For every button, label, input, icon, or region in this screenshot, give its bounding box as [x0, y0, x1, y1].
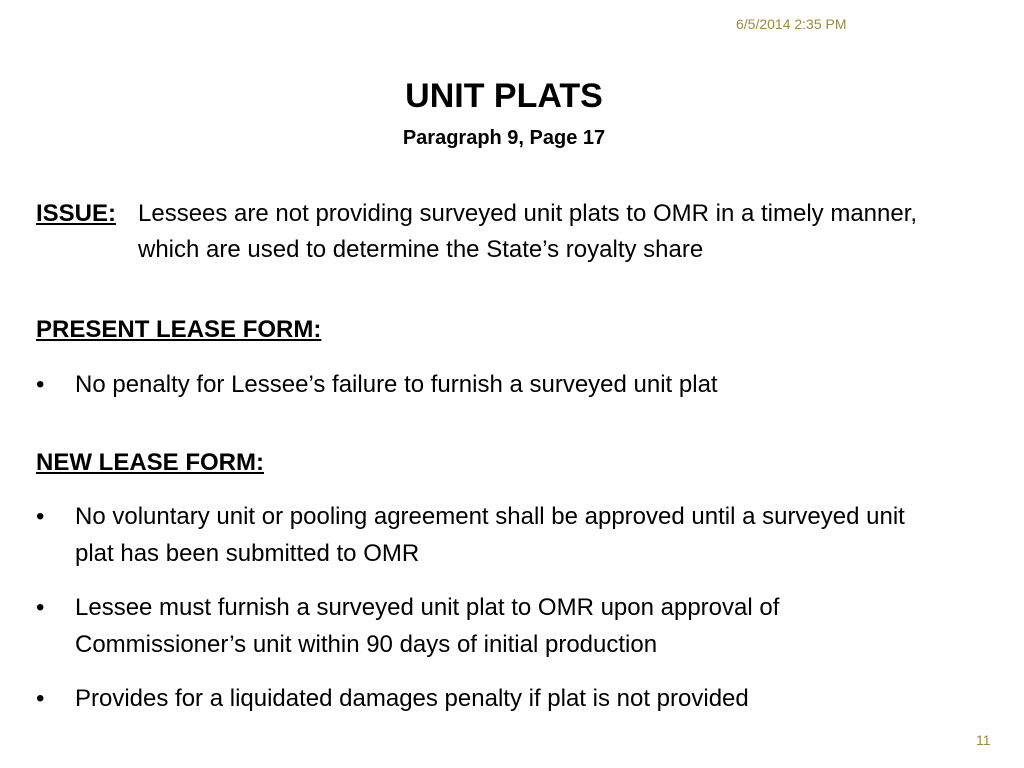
present-lease-form-list	[36, 366, 936, 420]
list-item-text: No penalty for Lessee’s failure to furnish a surveyed unit plat	[75, 371, 718, 398]
new-lease-form-heading: NEW LEASE FORM:	[36, 449, 264, 476]
list-item-text: Lessee must furnish a surveyed unit plat to OMR upon approval of Commissioner’s unit within 90 days of initial production	[75, 594, 780, 658]
present-lease-form-heading: PRESENT LEASE FORM:	[36, 316, 322, 343]
issue-label: ISSUE:	[36, 200, 117, 227]
bullet-icon: •	[36, 503, 45, 530]
bullet-icon: •	[36, 685, 45, 712]
issue-text: Lessees are not providing surveyed unit plats to OMR in a timely manner, which are used to determine the State’s royalty share	[138, 200, 918, 263]
page-subtitle: Paragraph 9, Page 17	[402, 127, 606, 149]
page-number: 11	[976, 732, 991, 748]
list-item	[36, 366, 936, 403]
bullet-icon: •	[36, 594, 45, 621]
issue-block	[36, 196, 996, 268]
list-item	[36, 589, 936, 663]
list-item-text: Provides for a liquidated damages penalty if plat is not provided	[75, 685, 749, 712]
list-item-text: No voluntary unit or pooling agreement shall be approved until a surveyed unit plat has been submitted to OMR	[75, 503, 905, 567]
list-item	[36, 498, 936, 572]
slide-timestamp: 6/5/2014 2:35 PM	[736, 16, 847, 32]
bullet-icon: •	[36, 371, 45, 398]
page-title: UNIT PLATS	[405, 77, 603, 115]
list-item	[36, 680, 936, 717]
new-lease-form-list	[36, 498, 936, 734]
